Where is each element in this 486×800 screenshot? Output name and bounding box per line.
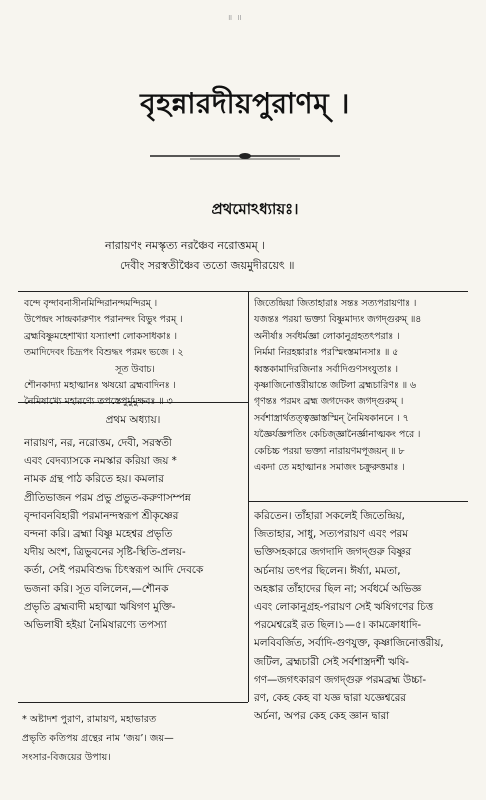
ornament-divider (150, 150, 340, 162)
footnote-line: সংসার-বিজয়ের উপায়। (22, 752, 111, 763)
prose-line: অর্চনায় তৎপর ছিলেন। ঈর্ষ্যা, মমতা, (254, 564, 401, 577)
verse-line: নির্মমা নিরহঙ্কারাঃ পরস্মিংস্তমানসাঃ ॥ ৫ (254, 347, 399, 359)
verse-line: যজন্তঃ পরয়া ভক্ত্যা বিষ্ণুমাদ্যং জগদ্গুরুম্ ॥৪ (254, 314, 422, 326)
prose-line: এবং লোকানুগ্রহ-পরায়ণ সেই ঋষিগণের চিত্ত (254, 601, 434, 614)
sanskrit-verses-right (254, 296, 468, 476)
translation-right (254, 507, 468, 725)
verse-line: গৃণন্তঃ পরমং ব্রহ্ম জগদেকং জগদ্গুরুম্ । (254, 396, 404, 408)
prose-line: নারায়ণ, নর, নরোত্তম, দেবী, সরস্বতী (24, 437, 172, 449)
prose-line: যদীয় অংশ, ত্রিভুবনের সৃষ্টি-স্থিতি-প্রলয়- (24, 546, 186, 559)
prose-line: করিতেন। তাঁহারা সকলেই জিতেন্দ্রিয়, (254, 510, 405, 522)
rule-top (18, 291, 468, 292)
verse-line: জিতেন্দ্রিয়া জিতাহারাঃ সন্তঃ সত্যপরায়ণাঃ । (254, 298, 417, 309)
verse-line: শৌনকাদ্যা মহাত্মানঃ ঋষয়ো ব্রহ্মবাদিনঃ । (24, 380, 176, 392)
prose-line: বৃন্দাবনবিহারী পরমানন্দস্বরূপ শ্রীকৃষ্ণের (24, 509, 179, 522)
prose-line: রণ, কেহ কেহ বা যজ্ঞ দ্বারা যজ্ঞেশ্বরের (254, 692, 406, 705)
footnote (22, 710, 237, 767)
prose-line: অর্চনা, অপর কেহ কেহ জ্ঞান দ্বারা (254, 710, 390, 723)
verse-line: উপেন্দ্রং সান্দ্রকারুণ্যং পরানন্দং বিভুং পরম্ । (24, 314, 183, 326)
verse-line: যজ্ঞৈর্যজ্ঞপতিং কেচিজ্‌জ্ঞানৈর্জ্ঞানাত্মকং পরে । (254, 429, 421, 441)
prose-line: অহঙ্কার তাঁহাদের ছিল না; সর্বধর্মে অভিজ্ঞ (254, 582, 422, 595)
verse-line: একদা তে মহাত্মানঃ সমাজং চক্রুরুত্তমাঃ । (254, 462, 405, 474)
chapter-title: প্রথমোঽধ্যায়ঃ। (211, 200, 299, 218)
rule-right-verse-bottom (248, 501, 468, 502)
prose-line: নামক গ্রন্থ পাঠ করিতে হয়। কমলার (24, 473, 164, 486)
verse-line: তমাদিদেবং চিদ্রূপং বিশুদ্ধং পরমং ভজে । ২ (24, 347, 184, 359)
page-title: বৃহন্নারদীয়পুরাণম্ । (140, 87, 350, 120)
footnote-line: * অষ্টাদশ পুরাণ, রামায়ণ, মহাভারত (22, 714, 157, 725)
prose-line: জিতাহার, সাধু, সত্যপরায়ণ এবং পরম (254, 528, 408, 541)
prose-line: ভক্তিসহকারে জগদাদি জগদ্‌গুরু বিষ্ণুর (254, 546, 412, 559)
invocation-line: দেবীং সরস্বতীঞ্চৈব ততো জয়মুদীরয়েৎ ॥ (120, 259, 295, 272)
prose-line: মলবিবর্জিত, সর্বাদি-গুণযুক্ত, কৃষ্ণাজিনোত্তরীয়, (254, 637, 444, 650)
verse-line: অনীর্ষাঃ সর্বধর্মজ্ঞা লোকানুগ্রহতৎপরাঃ । (254, 330, 400, 342)
verse-speaker: সূত উবাচ। (115, 363, 155, 375)
prose-line: কর্তা, সেই পরমবিশুদ্ধ চিৎস্বরূপ আদি দেবকে (24, 564, 204, 577)
prose-line: বন্দনা করি। ব্রহ্মা বিষ্ণু মহেশ্বর প্রভৃতি (24, 528, 173, 541)
prose-line: গণ—জগৎকারণ জগদ্‌গুরু পরমব্রহ্ম উচ্চা- (254, 673, 427, 686)
prose-line: অভিলাষী হইয়া নৈমিষারণ্যে তপস্যা (24, 619, 167, 632)
prose-line: জটিল, ব্রহ্মচারী সেই সর্বশাস্ত্রদর্শী ঋষি- (254, 655, 409, 668)
verse-line: ধ্বস্তকামাদিরজিনাঃ সর্বাদিগুণসংযুতাঃ । (254, 363, 398, 375)
verse-line: নৈমিষাখ্যে মহারণ্যে তপস্তেপুর্মুমুক্ষবঃ ॥ ৩ (24, 396, 173, 408)
translation-heading: প্রথম অধ্যায়। (105, 414, 161, 426)
prose-line: প্রীতিভাজন পরম প্রভু প্রভুত-করুণাসম্পন্ন (24, 491, 191, 504)
prose-line: পরমেশ্বরেই রত ছিল।১—৫। কামক্রোধাদি- (254, 619, 422, 632)
rule-footnote (18, 702, 248, 703)
footnote-line: প্রভৃতি কতিপয় গ্রন্থের নাম ‘জয়’। জয়— (22, 733, 174, 744)
verse-line: সর্বশাস্ত্রার্থতত্ত্বজ্ঞাস্তস্মিন্‌ নৈমিষকাননে । ৭ (254, 412, 409, 424)
verse-line: ব্রহ্মবিষ্ণুমহেশাখ্যা যস্যাংশা লোকসাধকাঃ । (24, 330, 177, 342)
rule-left-prose-divider (248, 402, 249, 702)
prose-line: ভজনা করি। সূত বলিলেন,—শৌনক (24, 582, 169, 595)
invocation-verse (105, 236, 425, 276)
translation-left (24, 434, 246, 634)
prose-line: এবং বেদব্যাসকে নমস্কার করিয়া জয় * (24, 455, 177, 468)
sanskrit-verses-left (24, 296, 246, 411)
verse-line: কেচিচ্চ পরয়া ভক্ত্যা নারায়ণমপূজয়ন্ ॥ ৮ (254, 445, 405, 457)
prose-line: প্রভৃতি ব্রহ্মবাদী মহাত্মা ঋষিগণ মুক্তি- (24, 600, 176, 613)
verse-line: কৃষ্ণাজিনোত্তরীয়ান্তে জটিলা ব্রহ্মচারিণঃ ॥ ৬ (254, 380, 416, 392)
page-header-strip: ॥ ॥ (227, 13, 243, 22)
verse-line: বন্দে বৃন্দাবনাসীনমিন্দিরানন্দমন্দিরম্ । (24, 298, 158, 309)
invocation-line: নারায়ণং নমস্কৃত্য নরঞ্চৈব নরোত্তমম্ । (105, 239, 266, 252)
